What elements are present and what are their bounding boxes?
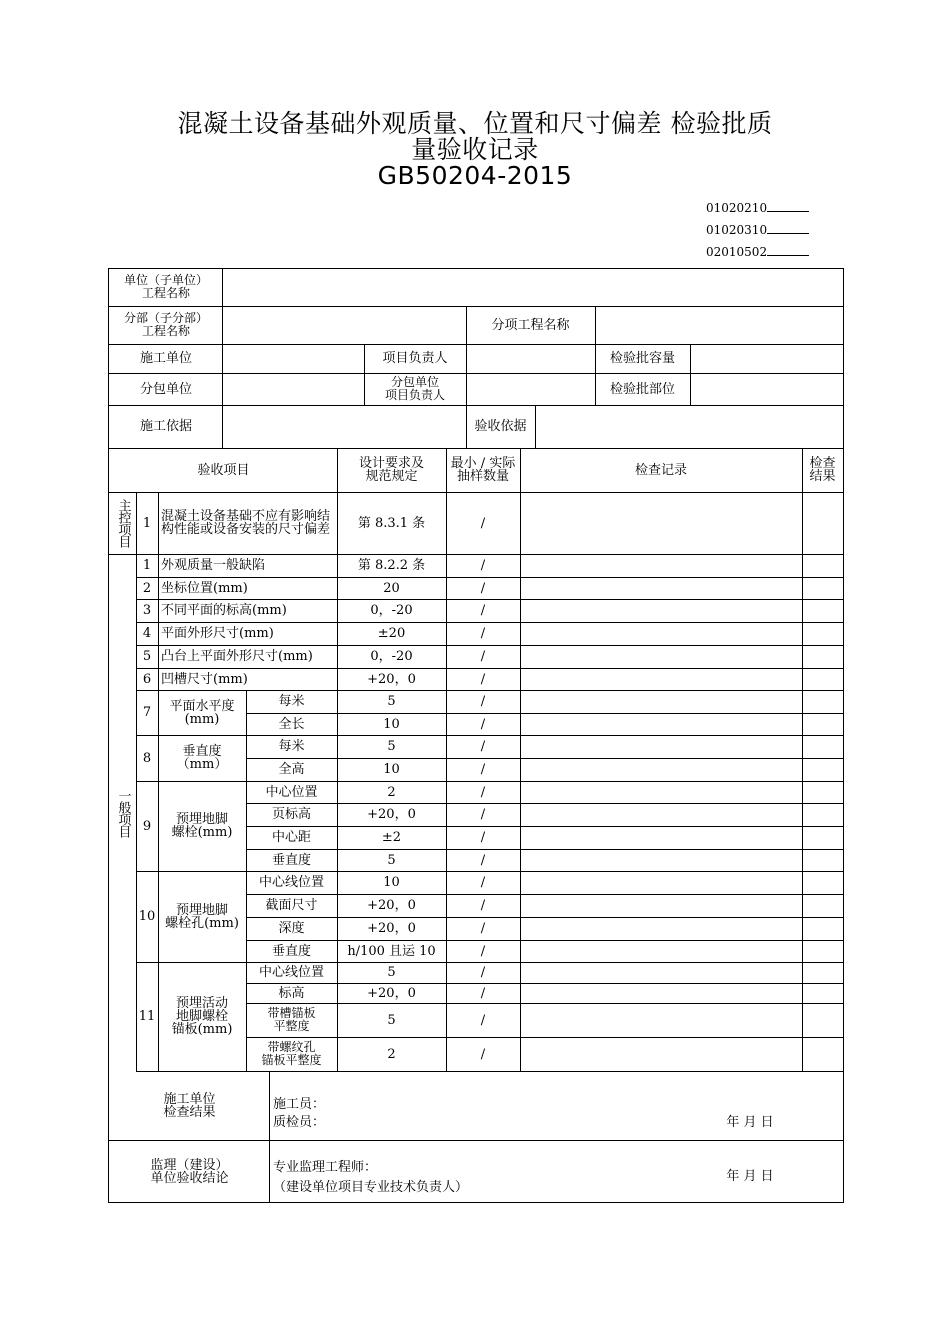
general-row-no: 5 (142, 649, 152, 664)
code-1 (706, 200, 809, 222)
group-sub-sample: / (480, 784, 486, 800)
group-sub-item: 标高 (278, 985, 305, 1001)
col-record-header: 检查记录 (634, 462, 687, 478)
group-sub-spec: +20，0 (367, 898, 416, 913)
group-sub-spec: 5 (387, 965, 396, 980)
item-project-name-label: 分项工程名称 (491, 317, 570, 333)
constructor-label: 施工员： (273, 1096, 326, 1112)
general-row-sample: / (480, 580, 486, 596)
group-sub-item: 垂直度 (271, 943, 311, 959)
group-sub-spec: 10 (383, 875, 400, 890)
group-no: 7 (142, 705, 152, 720)
batch-capacity-label: 检验批容量 (609, 351, 675, 366)
group-name: 预埋地脚 螺栓孔(mm) (165, 902, 239, 931)
general-row-name: 不同平面的标高(mm) (161, 603, 287, 618)
general-row-sample: / (480, 671, 486, 687)
group-sub-item: 垂直度 (271, 852, 311, 868)
general-row-spec: 20 (383, 580, 400, 596)
group-sub-item: 中心线位置 (258, 965, 324, 980)
main-control-no: 1 (142, 515, 152, 531)
col-sample-header: 最小 / 实际 抽样数量 (450, 456, 516, 484)
general-row-name: 凹槽尺寸(mm) (161, 671, 248, 687)
group-no: 9 (142, 818, 152, 834)
group-sub-sample: / (480, 1012, 486, 1028)
project-manager-label: 项目负责人 (382, 351, 448, 366)
col-design-header: 设计要求及 规范规定 (358, 456, 424, 484)
main-control-sample: / (480, 515, 486, 531)
group-no: 10 (138, 909, 156, 924)
group-sub-sample: / (480, 762, 486, 777)
group-sub-item: 全高 (278, 762, 305, 777)
general-row-spec: +20，0 (367, 671, 416, 687)
group-sub-item: 深度 (278, 921, 305, 936)
unit-name-label: 单位（子单位） 工程名称 (123, 273, 208, 300)
general-row-spec: ±20 (377, 626, 406, 641)
code-3 (706, 244, 809, 266)
group-sub-item: 页标高 (271, 807, 311, 822)
subdivision-name-label: 分部（子分部） 工程名称 (123, 311, 208, 338)
group-sub-spec: +20，0 (367, 985, 416, 1001)
group-sub-spec: 2 (387, 1046, 396, 1062)
acceptance-basis-label: 验收依据 (474, 419, 527, 434)
col-item-header: 验收项目 (197, 462, 250, 478)
general-row-no: 4 (142, 626, 152, 641)
subcontract-manager-label: 分包单位 项目负责人 (384, 375, 445, 402)
supervision-conclusion-label: 监理（建设） 单位验收结论 (150, 1157, 229, 1186)
group-sub-spec: 5 (387, 1012, 396, 1028)
group-sub-sample: / (480, 875, 486, 890)
inspector-label: 质检员： (273, 1114, 326, 1130)
group-sub-item: 中心位置 (265, 784, 318, 800)
group-sub-sample: / (480, 1046, 486, 1062)
supervision-date: 年 月 日 (726, 1168, 774, 1184)
group-sub-sample: / (480, 807, 486, 822)
group-sub-sample: / (480, 716, 486, 732)
group-sub-spec: 5 (387, 852, 396, 868)
doc-title-line1: 混凝土设备基础外观质量、位置和尺寸偏差 检验批质 (177, 109, 773, 138)
group-sub-spec: +20，0 (367, 807, 416, 822)
general-row-sample: / (480, 603, 486, 618)
code-2 (706, 222, 809, 244)
group-name: 预埋地脚 螺栓(mm) (171, 812, 233, 840)
general-row-sample: / (480, 626, 486, 641)
group-sub-sample: / (480, 898, 486, 913)
general-row-spec: 0，-20 (370, 649, 413, 664)
general-row-no: 3 (142, 603, 152, 618)
group-sub-sample: / (480, 739, 486, 754)
general-row-no: 2 (142, 580, 152, 596)
code-1-text: 01020210 (706, 201, 768, 215)
construction-date: 年 月 日 (726, 1114, 774, 1130)
code-2-text: 01020310 (706, 223, 768, 237)
group-sub-spec: ±2 (381, 830, 402, 845)
group-sub-sample: / (480, 965, 486, 980)
group-sub-item: 每米 (278, 739, 305, 754)
general-row-no: 6 (142, 671, 152, 687)
group-sub-item: 带螺纹孔 锚板平整度 (261, 1040, 322, 1067)
general-row-no: 1 (142, 558, 152, 573)
code-3-text: 02010502 (706, 245, 768, 259)
group-sub-item: 中心距 (271, 830, 311, 845)
group-sub-spec: 10 (383, 716, 400, 732)
group-sub-spec: 5 (387, 739, 396, 754)
group-sub-sample: / (480, 985, 486, 1001)
general-row-sample: / (480, 558, 486, 573)
group-sub-spec: 2 (387, 784, 396, 800)
subcontract-unit-label: 分包单位 (139, 381, 192, 397)
code-list (706, 200, 809, 266)
group-sub-item: 带槽锚板 平整度 (267, 1006, 316, 1033)
supervisor-label: 专业监理工程师： (273, 1159, 378, 1175)
group-no: 11 (138, 1009, 156, 1024)
general-row-name: 平面外形尺寸(mm) (161, 626, 274, 641)
group-sub-sample: / (480, 943, 486, 959)
main-control-text: 混凝土设备基础不应有影响结构性能或设备安装的尺寸偏差 (161, 509, 331, 537)
group-sub-item: 每米 (278, 694, 305, 709)
general-row-name: 外观质量一般缺陷 (161, 558, 266, 573)
general-row-sample: / (480, 649, 486, 664)
owner-label: （建设单位项目专业技术负责人） (273, 1179, 469, 1195)
group-no: 8 (142, 750, 152, 766)
group-sub-sample: / (480, 852, 486, 868)
group-sub-item: 中心线位置 (258, 875, 324, 890)
general-row-spec: 第 8.2.2 条 (357, 558, 426, 573)
construction-unit-label: 施工单位 (139, 351, 192, 366)
group-sub-sample: / (480, 921, 486, 936)
group-sub-spec: 5 (387, 694, 396, 709)
group-sub-spec: +20，0 (367, 921, 416, 936)
group-sub-item: 截面尺寸 (265, 898, 318, 913)
group-sub-sample: / (480, 830, 486, 845)
group-sub-spec: 10 (383, 762, 400, 777)
main-control-label: 主控项目 (115, 499, 131, 547)
general-row-name: 坐标位置(mm) (161, 580, 248, 596)
main-control-spec: 第 8.3.1 条 (357, 515, 426, 531)
group-sub-sample: / (480, 694, 486, 709)
construction-check-label: 施工单位 检查结果 (163, 1091, 216, 1120)
group-name: 垂直度 （mm） (176, 744, 228, 772)
group-name: 平面水平度 (mm) (169, 698, 235, 727)
general-row-spec: 0，-20 (370, 603, 413, 618)
doc-title-line2: 量验收记录 (411, 135, 539, 164)
group-sub-spec: h/100 且运 10 (347, 943, 436, 959)
group-name: 预埋活动 地脚螺栓 锚板(mm) (171, 996, 233, 1037)
group-sub-item: 全长 (278, 716, 305, 732)
general-label: 一般项目 (115, 788, 131, 837)
construction-basis-label: 施工依据 (139, 419, 192, 434)
col-result-header: 检查 结果 (809, 456, 836, 484)
doc-standard: GB50204-2015 (377, 161, 573, 190)
batch-location-label: 检验批部位 (609, 381, 675, 397)
general-row-name: 凸台上平面外形尺寸(mm) (161, 649, 313, 664)
